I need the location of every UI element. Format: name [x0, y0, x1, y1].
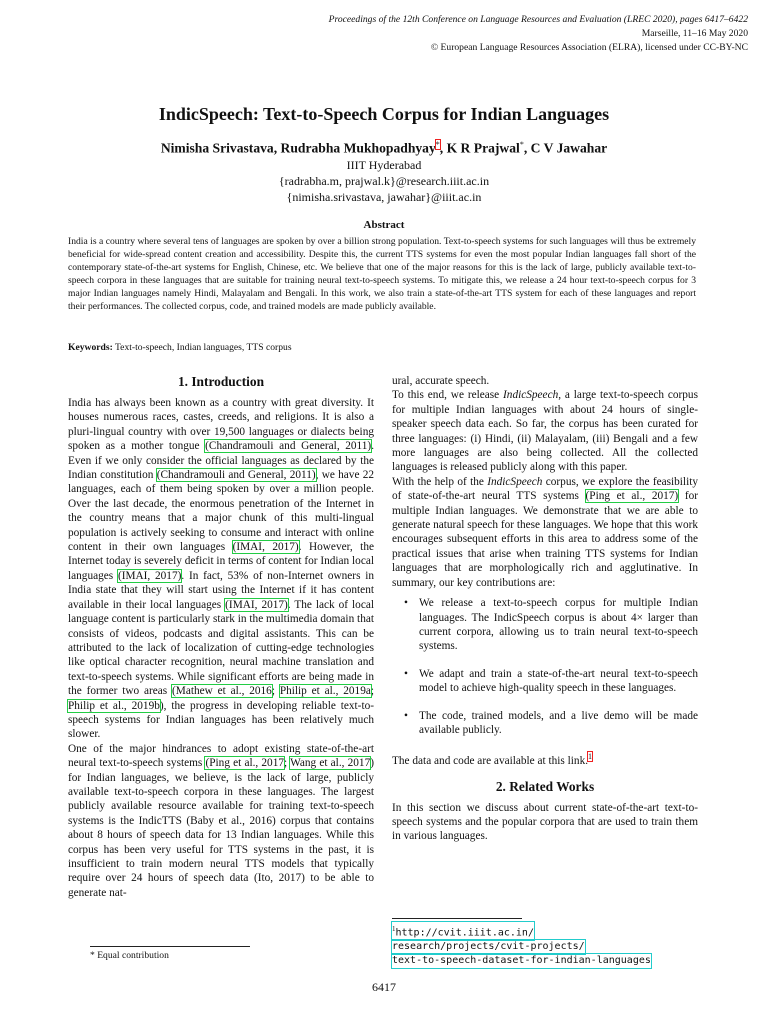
citation-link[interactable]: (Mathew et al., 2016 — [172, 685, 272, 698]
intro-paragraph-4: With the help of the IndicSpeech corpus, we explore the feasibility of state-of-the-art neural TTS systems (Ping et al., 2017) for multiple Indian languages. We demonstrate that we are able to generate natural speech for these languages. We hope that this work encourages subsequent efforts in this area to address some of the practical issues that arise when training TTS systems for Indian languages that are morphologically rich and agglutinative. In summary, our key contributions are: — [392, 475, 699, 589]
equal-contribution-mark: * — [519, 140, 524, 149]
list-item: • We release a text-to-speech corpus for multiple Indian languages. The IndicSpeech corpus is about 4× larger than current corpora, allowing us to train neural text-to-speech systems. — [404, 597, 698, 653]
citation-link[interactable]: (Chandramouli and General, 2011) — [205, 440, 372, 453]
citation-link[interactable]: (Ping et al., 2017) — [585, 490, 679, 503]
citation-link[interactable]: Philip et al., 2019b — [68, 699, 160, 712]
abstract-heading: Abstract — [363, 219, 405, 231]
right-column — [392, 374, 698, 844]
author-name-3: , C V Jawahar — [523, 140, 608, 156]
intro-paragraph-2: One of the major hindrances to adopt existing state-of-the-art neural text-to-speech systems (Ping et al., 2017; Wang et al., 2017) for Indian languages, we believe, is the lack of large, publicly available text-to-speech corpora in these languages. The largest publicly available resource available for training text-to-speech systems is the IndicTTS (Baby et al., 2016) corpus that contains about 8 hours of speech data for 13 Indian languages. While this corpus has been very useful for TTS systems in the past, it is insufficient to train modern neural TTS models that typically require over 24 hours of speech data (Ito, 2017) to be able to generate nat- — [68, 742, 374, 899]
section-heading-introduction: 1. Introduction — [177, 374, 265, 389]
footnote-rule-left — [90, 946, 250, 947]
citation-link[interactable]: (Ping et al., 2017 — [205, 757, 285, 770]
footnote-rule-right — [392, 918, 522, 919]
email-line-2: {nimisha.srivastava, jawahar}@iiit.ac.in — [286, 190, 482, 204]
email-line-1: {radrabha.m, prajwal.k}@research.iiit.ac.in — [278, 174, 490, 188]
institute: IIIT Hyderabad — [346, 158, 422, 172]
data-link-sentence: The data and code are available at this link.$^1$ — [392, 752, 593, 768]
footnote-url — [392, 922, 651, 968]
list-item: • The code, trained models, and a live demo will be made available publicly. — [404, 709, 698, 736]
paper-title: IndicSpeech: Text-to-Speech Corpus for Indian Languages — [158, 104, 610, 124]
bullet-icon: • — [404, 709, 408, 722]
page-number: 6417 — [372, 980, 396, 994]
abstract-text: India is a country where several tens of languages are spoken by over a billion strong population. Text-to-speech systems for such languages will thus be extremely beneficial for wide-spread content creation and accessibility. Despite this, the current TTS systems for even the most popular Indian languages fall short of the contemporary state-of-the-art systems for English, Chinese, etc. We believe that one of the major reasons for this is the lack of large, publicly available text-to-speech corpora in these languages that are suitable for training neural text-to-speech systems. To mitigate this, we release a 24 hour text-to-speech corpus for 3 major Indian languages namely Hindi, Malayalam and Bengali. In this work, we also train a state-of-the-art TTS system for each of these languages and report their performances. The collected corpus, code, and trained models are made publicly available. — [68, 236, 696, 312]
dataset-url-link[interactable]: research/projects/cvit-projects/ — [392, 941, 585, 953]
bullet-icon: • — [404, 597, 408, 610]
conference-header — [228, 13, 748, 55]
conference-location: Marseille, 11–16 May 2020 — [641, 28, 748, 39]
intro-continued: ural, accurate speech. — [392, 375, 490, 387]
intro-paragraph-1: India has always been known as a country with great diversity. It houses numerous races, castes, creeds, and religions. It is also a pluri-lingual country with over 19,500 languages or dialects being spoken as a mother tongue (Chandramouli and General, 2011). Even if we only consider the official languages as declared by the Indian constitution (Chandramouli and General, 2011), we have 22 languages, each of them being spoken by over a million people. Over the last decade, the enormous penetration of the Internet in the country means that a major chunk of this multi-lingual population is actively seeking to consume and interact with online content in their own languages (IMAI, 2017). However, the Internet today is severely deficit in terms of content for Indian local languages (IMAI, 2017). In fact, 53% of non-Internet owners in India state that they will start using the Internet if it has content available in their local languages (IMAI, 2017). The lack of local language content is particularly stark in the multimedia domain that consists of videos, podcasts and digital assistants. This can be attributed to the lack of localization of cutting-edge technologies like optical character recognition, neural machine translation and text-to-speech systems. While significant efforts are being made in the former two areas (Mathew et al., 2016; Philip et al., 2019a; Philip et al., 2019b), the progress in developing reliable text-to-speech systems for Indian languages has been relatively much slower. — [68, 397, 375, 741]
citation-link[interactable]: (IMAI, 2017) — [117, 569, 182, 582]
keywords-label: Keywords: — [68, 342, 113, 353]
author-separator: , — [439, 140, 447, 156]
section-heading-related-works: 2. Related Works — [495, 778, 595, 794]
dataset-url-link[interactable]: text-to-speech-dataset-for-indian-languages — [392, 955, 651, 967]
license-line: © European Language Resources Association (ELRA), licensed under CC-BY-NC — [430, 42, 748, 53]
affiliation — [0, 157, 768, 205]
citation-link[interactable]: Wang et al., 2017 — [290, 757, 371, 770]
citation-link[interactable]: Philip et al., 2019a — [279, 685, 371, 698]
conference-proceedings: Proceedings of the 12th Conference on Language Resources and Evaluation (LREC 2020), pages 6417–6422 — [328, 14, 748, 25]
author-list — [0, 140, 768, 157]
equal-contribution-mark-link[interactable]: * — [435, 140, 440, 149]
citation-link[interactable]: (IMAI, 2017) — [225, 598, 288, 611]
author-names-1: Nimisha Srivastava, Rudrabha Mukhopadhyay — [160, 140, 436, 156]
author-name-2: K R Prajwal — [446, 140, 520, 156]
list-item: • We adapt and train a state-of-the-art neural text-to-speech model to achieve high-quality speech in these languages. — [404, 667, 698, 695]
keywords — [68, 342, 292, 353]
bullet-icon: • — [404, 667, 408, 680]
related-works-paragraph: In this section we discuss about current state-of-the-art text-to-speech systems and the popular corpora that are used to train them in various languages. — [392, 801, 698, 843]
corpus-name: IndicSpeech — [503, 389, 559, 402]
citation-link[interactable]: (IMAI, 2017) — [232, 541, 299, 554]
citation-link[interactable]: (Chandramouli and General, 2011) — [156, 469, 316, 482]
contribution-list — [392, 596, 698, 737]
intro-paragraph-3: To this end, we release IndicSpeech, a large text-to-speech corpus for multiple Indian languages with about 24 hours of single-speaker speech data each. So far, the corpus has been curated for three languages: (i) Hindi, (ii) Malayalam, (iii) Bengali and a few more languages are also being collected. All the collected languages is released publicly along with this paper. — [392, 389, 698, 474]
corpus-name: IndicSpeech — [487, 475, 543, 488]
dataset-url-link[interactable]: $^1$http://cvit.iiit.ac.in/ — [392, 922, 534, 940]
keywords-text: Text-to-speech, Indian languages, TTS corpus — [112, 342, 292, 353]
left-column — [68, 374, 374, 900]
footnote-equal-contribution: * Equal contribution — [90, 950, 169, 961]
footnote-link[interactable]: 1 — [588, 752, 593, 762]
